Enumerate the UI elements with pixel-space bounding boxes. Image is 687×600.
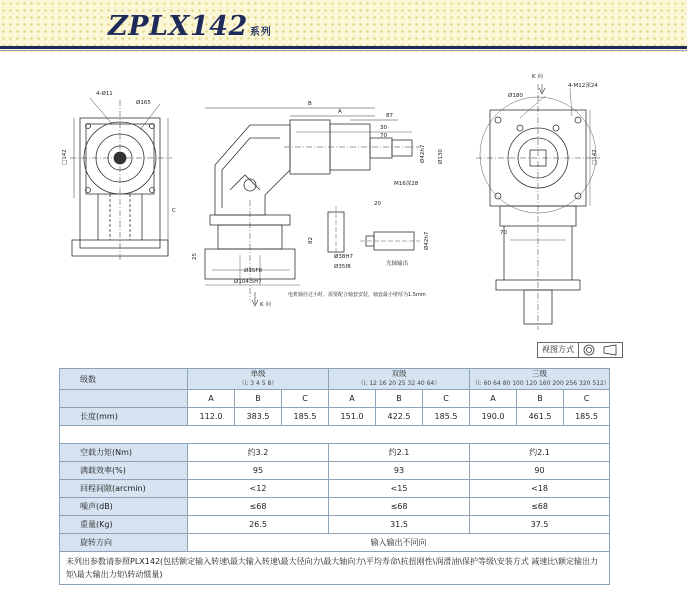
col-a: A: [470, 390, 517, 408]
row-value: <15: [329, 480, 470, 498]
dim-length-a: A: [338, 109, 342, 115]
row-label: 重量(Kg): [60, 516, 188, 534]
length-value: 190.0: [470, 408, 517, 426]
dim-left-bolt-holes: 4-Ø11: [96, 91, 113, 97]
table-row: [60, 480, 610, 498]
dim-right-holes: 4-M12深24: [568, 83, 598, 89]
dim-right-pcd: Ø180: [508, 93, 523, 99]
dim-70: 70: [380, 133, 387, 139]
length-value: 461.5: [517, 408, 564, 426]
title-suffix: 系列: [249, 27, 272, 38]
group-double-stage: 双级 （i: 12 16 20 25 32 40 64）: [329, 369, 470, 390]
k-view-label-right: K 向: [532, 74, 543, 80]
group-triple-stage: 三级 （i: 60 64 80 100 120 160 200 256 320 512）: [470, 369, 610, 390]
table-row: [60, 462, 610, 480]
dim-20: 20: [374, 201, 381, 207]
row-label: 空载力矩(Nm): [60, 444, 188, 462]
row-value: 约2.1: [329, 444, 470, 462]
table-spacer: [60, 426, 610, 444]
dim-dia-42: Ø42h7: [420, 144, 426, 163]
col-c: C: [423, 390, 470, 408]
length-value: 185.5: [423, 408, 470, 426]
truncated-cone-icon: [602, 344, 618, 356]
view-method-label: 视图方式: [538, 343, 579, 357]
middle-view-drawing: [205, 108, 420, 306]
length-value: 383.5: [235, 408, 282, 426]
dim-left-square: □142: [62, 149, 68, 165]
table-note: 未列出参数请参照PLX142(包括额定输入转速\最大输入转速\最大径向力\最大轴向力\平均寿命\抗扭刚性\润滑油\保护等级\安装方式 减速比\额定输出力矩\最大输出力矩\转动惯量): [60, 552, 610, 585]
length-label: 长度(mm): [60, 408, 188, 426]
left-view-drawing: [70, 98, 172, 262]
row-value: ≤68: [329, 498, 470, 516]
table-row: [60, 534, 610, 552]
view-method-symbols: [579, 343, 622, 357]
abc-row-spacer: [60, 390, 188, 408]
row-value: 31.5: [329, 516, 470, 534]
col-b: B: [376, 390, 423, 408]
stage-label: 级数: [60, 369, 188, 390]
drawing-note: 电机轴径过小时，需要配合轴套安装，轴套最小壁厚为1.5mm: [288, 292, 426, 298]
row-value: 约2.1: [470, 444, 610, 462]
view-method-box: [537, 342, 623, 358]
row-label: 满载效率(%): [60, 462, 188, 480]
table-row: [60, 408, 610, 426]
row-value: 约3.2: [188, 444, 329, 462]
dim-30: 30: [380, 125, 387, 131]
row-value: 90: [470, 462, 610, 480]
row-value: 95: [188, 462, 329, 480]
dim-dia-35b: Ø35f8: [334, 264, 351, 270]
row-label: 噪声(dB): [60, 498, 188, 516]
length-value: 112.0: [188, 408, 235, 426]
dim-m16: M16深28: [394, 181, 419, 187]
row-value: 26.5: [188, 516, 329, 534]
dim-82: 82: [308, 237, 314, 244]
dim-left-pcd: Ø165: [136, 100, 151, 106]
optional-shaft-label: 光轴输出: [386, 261, 409, 267]
length-value: 151.0: [329, 408, 376, 426]
dim-left-height: C: [172, 208, 176, 214]
dim-dia-35: Ø35F8: [244, 268, 262, 274]
table-row: [60, 516, 610, 534]
length-value: 185.5: [282, 408, 329, 426]
dim-87: 87: [386, 113, 393, 119]
table-row: [60, 444, 610, 462]
page-title: ZPLX142 系列: [108, 11, 272, 42]
length-value: 185.5: [564, 408, 610, 426]
col-c: C: [282, 390, 329, 408]
col-a: A: [188, 390, 235, 408]
row-value: ≤68: [188, 498, 329, 516]
dim-right-70: 70: [500, 230, 507, 236]
group-single-stage: 单级 （i: 3 4 5 8）: [188, 369, 329, 390]
row-label: 回程间隙(arcmin): [60, 480, 188, 498]
rotation-label: 旋转方向: [60, 534, 188, 552]
length-value: 422.5: [376, 408, 423, 426]
dim-right-square: □142: [592, 149, 598, 165]
table-row: [60, 498, 610, 516]
row-value: 37.5: [470, 516, 610, 534]
rotation-value: 输入输出不同向: [188, 534, 610, 552]
right-view-drawing: [476, 84, 600, 330]
dim-25: 25: [192, 253, 198, 260]
row-value: <18: [470, 480, 610, 498]
row-value: ≤68: [470, 498, 610, 516]
dim-dia-bolt: Ø38H7: [334, 254, 353, 260]
spec-table: [59, 368, 610, 585]
col-c: C: [564, 390, 610, 408]
dim-dia-130: Ø130: [438, 149, 444, 164]
dim-dia-42b: Ø42h7: [424, 231, 430, 250]
col-a: A: [329, 390, 376, 408]
table-row: [60, 552, 610, 585]
dim-dia-104: Ø104.5H7: [234, 279, 262, 285]
concentric-circle-icon: [583, 344, 595, 356]
col-b: B: [517, 390, 564, 408]
row-value: <12: [188, 480, 329, 498]
dim-overall-length: B: [308, 101, 312, 107]
row-value: 93: [329, 462, 470, 480]
col-b: B: [235, 390, 282, 408]
k-view-label-middle: K 向: [260, 302, 271, 308]
